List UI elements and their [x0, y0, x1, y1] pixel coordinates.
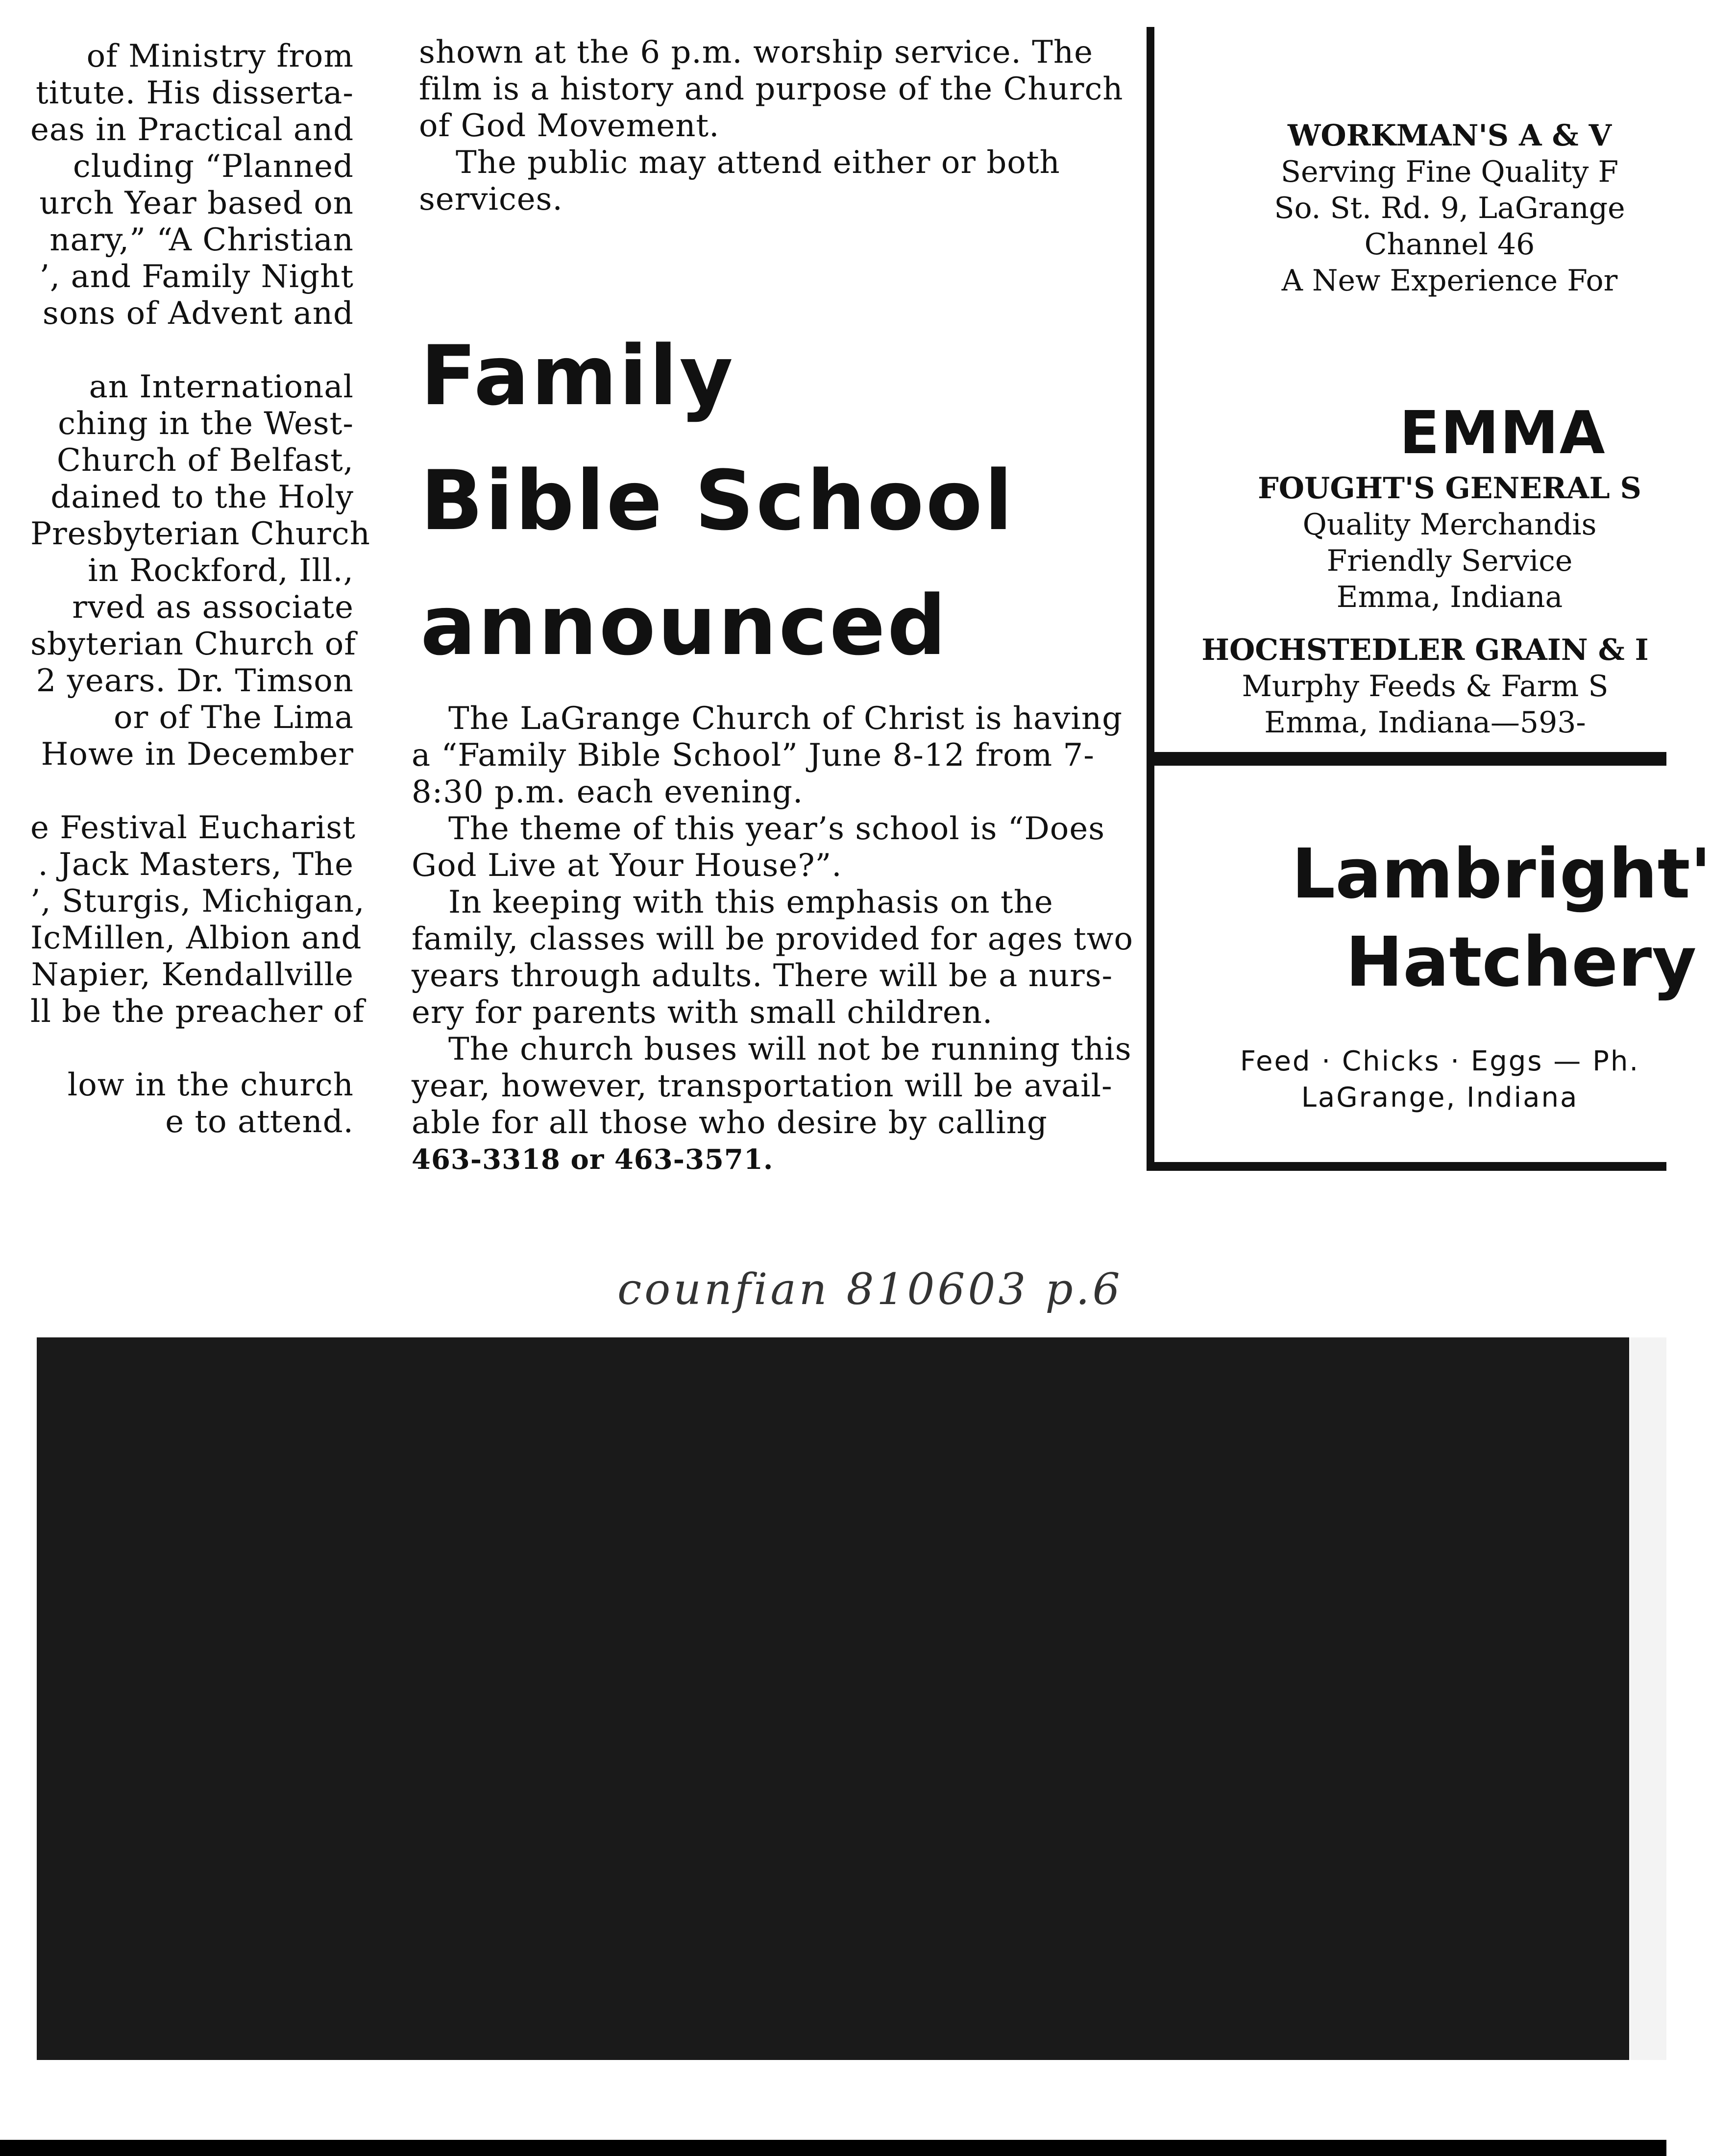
left-line: or of The Lima — [114, 700, 354, 736]
left-column-text — [30, 38, 370, 1140]
left-line: e to attend. — [165, 1104, 354, 1140]
article-line: a “Family Bible School” June 8-12 from 7- — [412, 737, 1095, 774]
page-edge — [1630, 1337, 1666, 2060]
article-line: years through adults. There will be a nurs- — [412, 958, 1113, 994]
article-line: of God Movement. — [419, 108, 720, 144]
left-line: low in the church — [67, 1067, 354, 1103]
left-line: e Festival Eucharist — [30, 810, 356, 846]
article-line: film is a history and purpose of the Church — [419, 71, 1124, 107]
ad-line: Emma, Indiana — [1336, 580, 1563, 614]
article-line: ery for parents with small children. — [412, 994, 993, 1031]
ad-name: HOCHSTEDLER GRAIN & I — [1201, 633, 1649, 667]
left-line: urch Year based on — [39, 185, 354, 221]
left-line: titute. His disserta- — [36, 75, 354, 111]
article-line: God Live at Your House?”. — [412, 848, 842, 884]
ad-name: WORKMAN'S A & V — [1287, 119, 1612, 153]
left-line: dained to the Holy — [50, 479, 354, 515]
ad-line: So. St. Rd. 9, LaGrange — [1274, 191, 1625, 225]
article-line: The church buses will not be running this — [448, 1031, 1132, 1067]
left-line: ’, Sturgis, Michigan, — [30, 883, 365, 920]
workman-ad — [1233, 118, 1666, 299]
scan-border — [0, 2140, 1666, 2156]
left-line: in Rockford, Ill., — [88, 553, 354, 589]
left-line: of Ministry from — [86, 38, 354, 74]
left-line: 2 years. Dr. Timson — [36, 663, 354, 699]
article-line: family, classes will be provided for ages two — [412, 921, 1133, 957]
left-line: ll be the preacher of — [30, 993, 365, 1030]
article-line: The public may attend either or both — [456, 145, 1060, 181]
left-line: Church of Belfast, — [56, 442, 354, 479]
ad-line: LaGrange, Indiana — [1301, 1082, 1579, 1114]
left-line: sbyterian Church of — [30, 626, 356, 662]
article-line: year, however, transportation will be avail- — [412, 1068, 1113, 1104]
left-line: ching in the West- — [58, 406, 354, 442]
headline-line: Family — [420, 328, 735, 424]
left-line: cluding “Planned — [73, 148, 354, 185]
left-line: sons of Advent and — [42, 295, 354, 332]
left-line: Napier, Kendallville — [31, 957, 354, 993]
ad-line: Feed · Chicks · Eggs — Ph. — [1240, 1045, 1640, 1077]
headline-line: announced — [420, 578, 948, 674]
dark-scan-area — [37, 1337, 1629, 2060]
article-line: The theme of this year’s school is “Does — [448, 811, 1105, 847]
ad-line: Murphy Feeds & Farm S — [1242, 669, 1609, 703]
left-line: . Jack Masters, The — [38, 847, 354, 883]
article-line: 463-3318 or 463-3571. — [412, 1143, 774, 1176]
ad-title-line: Hatchery — [1345, 922, 1697, 1002]
ad-line: Channel 46 — [1364, 227, 1535, 262]
ad-line: Friendly Service — [1326, 544, 1573, 578]
ad-line: Serving Fine Quality F — [1280, 155, 1619, 189]
fought-ad — [1233, 470, 1666, 615]
left-line: IcMillen, Albion and — [30, 920, 362, 956]
left-line: eas in Practical and — [30, 112, 354, 148]
article-body — [412, 701, 1133, 1178]
article-line: services. — [419, 181, 563, 218]
ad-line: Emma, Indiana—593- — [1264, 705, 1586, 740]
left-line: Presbyterian Church — [30, 516, 370, 552]
handwritten-note: counfian 810603 p.6 — [617, 1264, 1123, 1314]
left-line: nary,” “A Christian — [49, 222, 354, 258]
headline — [420, 314, 1015, 688]
ad-title-line: Lambright' — [1292, 834, 1711, 914]
headline-line: Bible School — [420, 453, 1015, 549]
lambright-ad-info — [1213, 1043, 1666, 1116]
ad-name: FOUGHT'S GENERAL S — [1258, 471, 1641, 506]
emma-heading: EMMA — [1399, 399, 1606, 467]
middle-top-text — [419, 34, 1124, 218]
paragraph-gap — [30, 332, 354, 369]
ad-divider — [1154, 752, 1666, 766]
article-line: In keeping with this emphasis on the — [448, 884, 1053, 921]
article-line: shown at the 6 p.m. worship service. The — [419, 34, 1093, 71]
article-line: The LaGrange Church of Christ is having — [448, 701, 1123, 737]
lambright-ad-title — [1292, 830, 1711, 1007]
hochstedler-ad — [1184, 632, 1666, 741]
left-line: Howe in December — [41, 736, 354, 773]
left-line: ’, and Family Night — [39, 259, 354, 295]
article-line: able for all those who desire by calling — [412, 1105, 1048, 1141]
ad-line: Quality Merchandis — [1302, 508, 1597, 542]
paragraph-gap — [30, 773, 354, 810]
paragraph-gap — [30, 1030, 354, 1067]
article-line: 8:30 p.m. each evening. — [412, 774, 804, 810]
advertisement-frame — [1147, 27, 1711, 1171]
ad-line: A New Experience For — [1281, 264, 1618, 298]
left-line: an International — [89, 369, 354, 405]
left-line: rved as associate — [72, 589, 354, 626]
